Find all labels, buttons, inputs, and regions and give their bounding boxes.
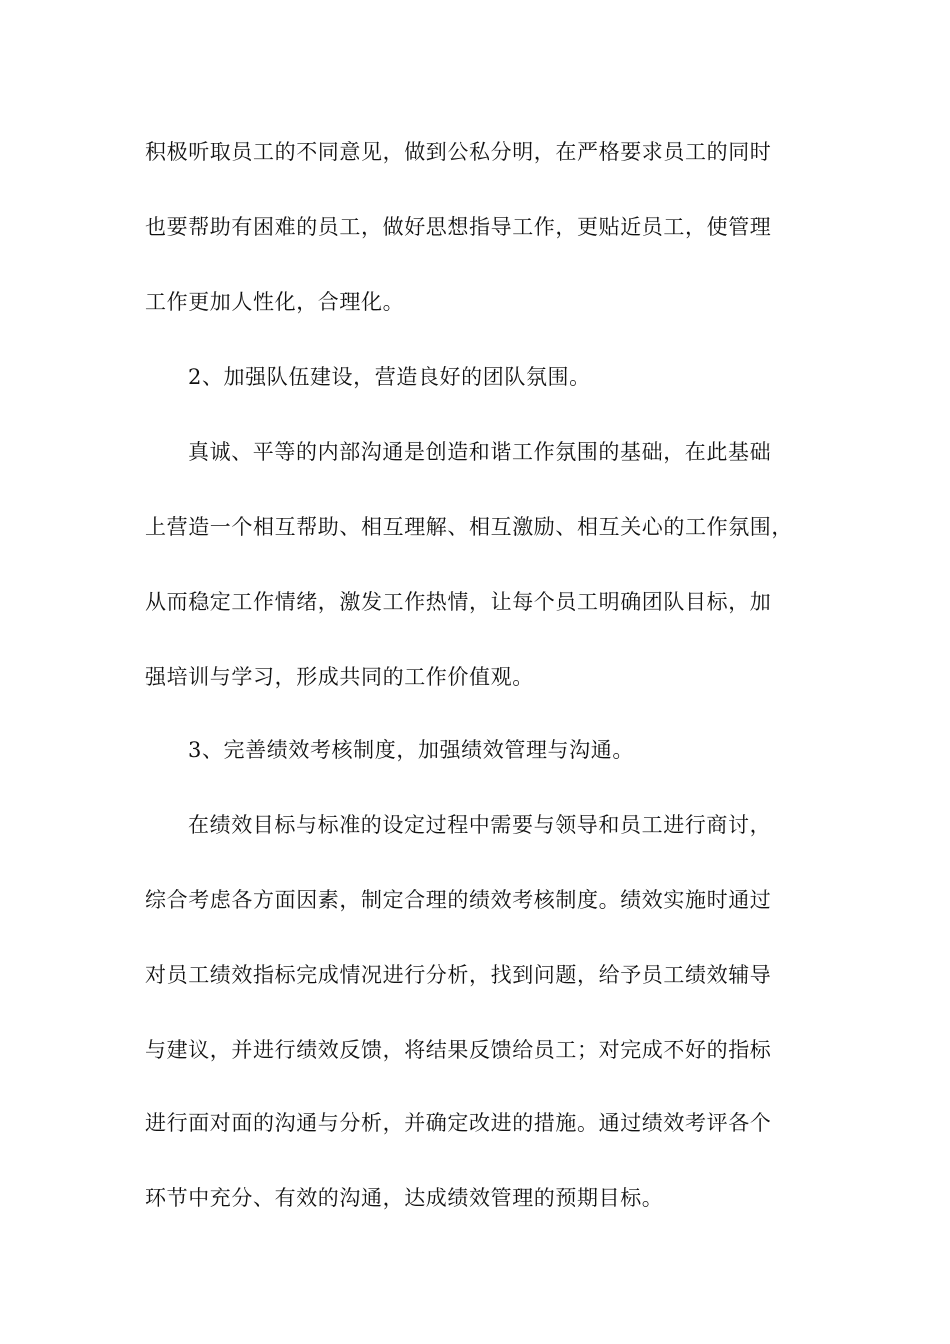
text-line-13: 与建议，并进行绩效反馈，将结果反馈给员工；对完成不好的指标 xyxy=(145,1038,772,1062)
section-heading-2: 2、加强队伍建设，营造良好的团队氛围。 xyxy=(188,365,591,389)
text-line-2: 也要帮助有困难的员工，做好思想指导工作，更贴近员工，使管理 xyxy=(145,215,772,239)
text-line-11: 综合考虑各方面因素，制定合理的绩效考核制度。绩效实施时通过 xyxy=(145,888,772,912)
text-line-10: 在绩效目标与标准的设定过程中需要与领导和员工进行商讨， xyxy=(188,813,772,837)
text-line-6: 上营造一个相互帮助、相互理解、相互激励、相互关心的工作氛围， xyxy=(145,515,793,539)
text-line-1: 积极听取员工的不同意见，做到公私分明，在严格要求员工的同时 xyxy=(145,140,772,164)
section-heading-3: 3、完善绩效考核制度，加强绩效管理与沟通。 xyxy=(188,738,634,762)
text-line-7: 从而稳定工作情绪，激发工作热情，让每个员工明确团队目标，加 xyxy=(145,590,772,614)
text-line-12: 对员工绩效指标完成情况进行分析，找到问题，给予员工绩效辅导 xyxy=(145,963,772,987)
text-line-14: 进行面对面的沟通与分析，并确定改进的措施。通过绩效考评各个 xyxy=(145,1111,772,1135)
text-line-3: 工作更加人性化，合理化。 xyxy=(145,290,405,314)
text-line-5: 真诚、平等的内部沟通是创造和谐工作氛围的基础，在此基础 xyxy=(188,440,772,464)
text-line-15: 环节中充分、有效的沟通，达成绩效管理的预期目标。 xyxy=(145,1186,664,1210)
text-line-8: 强培训与学习，形成共同的工作价值观。 xyxy=(145,665,534,689)
